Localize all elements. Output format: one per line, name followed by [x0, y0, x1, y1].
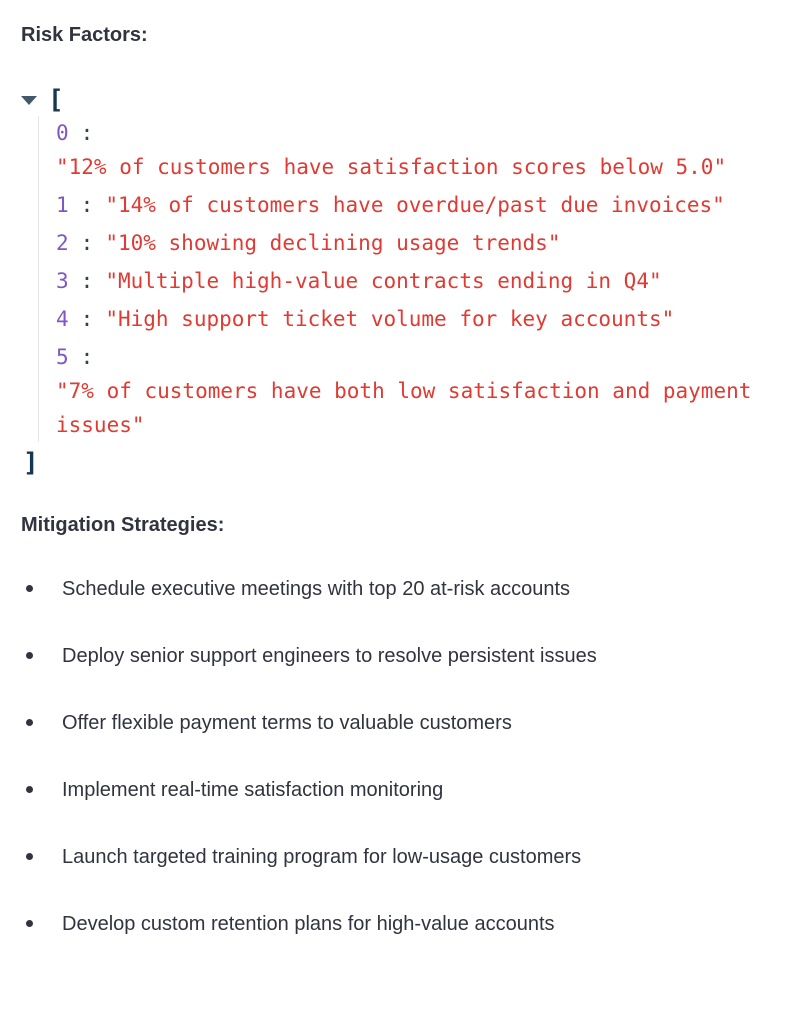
json-colon: : — [80, 231, 94, 255]
mitigation-list — [21, 575, 778, 938]
json-index: 0 — [56, 121, 69, 145]
mitigation-list-item: Offer flexible payment terms to valuable customers — [21, 709, 778, 737]
mitigation-list-item: Develop custom retention plans for high-value accounts — [21, 910, 778, 938]
close-bracket: ] — [23, 448, 39, 478]
json-array-row — [56, 226, 756, 260]
json-colon: : — [80, 269, 94, 293]
json-viewer — [21, 85, 778, 478]
json-index: 5 — [56, 345, 69, 369]
json-colon: : — [80, 193, 94, 217]
json-string-value: "High support ticket volume for key accounts" — [105, 307, 675, 331]
json-root-line — [21, 85, 778, 115]
json-array-row — [56, 302, 756, 336]
json-string-value: "7% of customers have both low satisfaction and payment issues" — [56, 379, 752, 437]
json-array-row — [56, 116, 756, 184]
json-string-value: "12% of customers have satisfaction scores below 5.0" — [56, 155, 727, 179]
json-array-row — [56, 188, 756, 222]
json-index: 1 — [56, 193, 69, 217]
json-index: 3 — [56, 269, 69, 293]
json-index: 4 — [56, 307, 69, 331]
json-string-value: "10% showing declining usage trends" — [105, 231, 561, 255]
mitigation-heading: Mitigation Strategies: — [21, 514, 225, 536]
json-array-row — [56, 264, 756, 298]
mitigation-list-item: Implement real-time satisfaction monitoring — [21, 776, 778, 804]
json-colon: : — [80, 345, 94, 369]
json-array-row — [56, 340, 756, 442]
mitigation-list-item: Launch targeted training program for low-usage customers — [21, 843, 778, 871]
mitigation-list-item: Deploy senior support engineers to resolve persistent issues — [21, 642, 778, 670]
json-string-value: "Multiple high-value contracts ending in Q4" — [105, 269, 662, 293]
json-colon: : — [80, 307, 94, 331]
json-string-value: "14% of customers have overdue/past due invoices" — [105, 193, 725, 217]
risk-factors-heading: Risk Factors: — [21, 24, 148, 46]
triangle-down-icon[interactable] — [21, 96, 37, 105]
json-index: 2 — [56, 231, 69, 255]
open-bracket: [ — [48, 85, 64, 115]
json-colon: : — [80, 121, 94, 145]
json-array-items — [38, 116, 778, 442]
mitigation-list-item: Schedule executive meetings with top 20 at-risk accounts — [21, 575, 778, 603]
